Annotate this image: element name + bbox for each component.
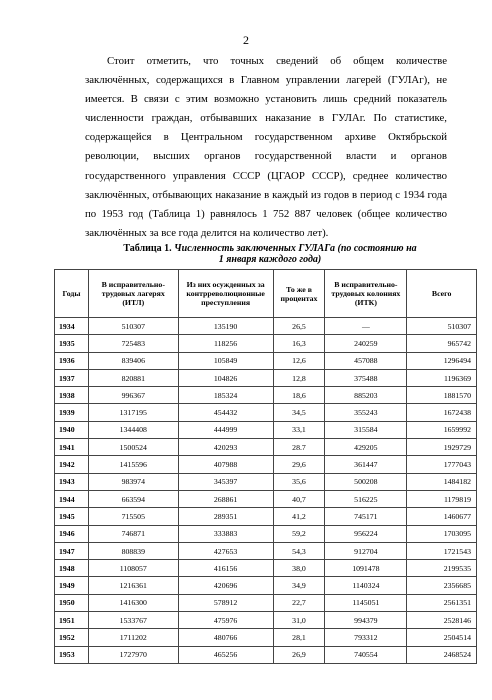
cell-counterrevolutionary: 118256 bbox=[178, 335, 273, 352]
header-itl: В исправительно-трудовых лагерях (ИТЛ) bbox=[88, 270, 178, 318]
cell-counterrevolutionary: 416156 bbox=[178, 560, 273, 577]
cell-itk: 457088 bbox=[325, 352, 407, 369]
cell-itk: 1140324 bbox=[325, 577, 407, 594]
cell-itl: 839406 bbox=[88, 352, 178, 369]
cell-itl: 1415596 bbox=[88, 456, 178, 473]
table-row bbox=[55, 387, 477, 404]
cell-year: 1939 bbox=[55, 404, 89, 421]
cell-counterrevolutionary: 289351 bbox=[178, 508, 273, 525]
cell-year: 1945 bbox=[55, 508, 89, 525]
cell-percent: 12,6 bbox=[273, 352, 325, 369]
cell-percent: 18,6 bbox=[273, 387, 325, 404]
body-paragraph: Стоит отметить, что точных сведений об общем количестве заключённых, содержащихся в Главном управлении лагерей (ГУЛАг), не имеется. В связи с этим возможно установить лишь средний показатель численности граждан, отбывавших наказание в ГУЛАг. По статистике, содержащейся в Центральном государственном архиве Октябрьской революции, высших органов государственной власти и органов государственного управления СССР (ЦГАОР СССР), среднее количество заключённых, отбывающих наказание в каждый из годов в период с 1934 года по 1953 год (Таблица 1) равнялось 1 752 887 человек (общее количество заключённых за все года делится на количество лет). bbox=[85, 55, 447, 239]
table-row bbox=[55, 612, 477, 629]
page-number: 2 bbox=[243, 33, 249, 47]
table-row bbox=[55, 421, 477, 438]
table-row bbox=[55, 352, 477, 369]
cell-year: 1941 bbox=[55, 439, 89, 456]
cell-itl: 1711202 bbox=[88, 629, 178, 646]
cell-percent: 28,1 bbox=[273, 629, 325, 646]
cell-itk: 240259 bbox=[325, 335, 407, 352]
cell-total: 1296494 bbox=[407, 352, 477, 369]
cell-year: 1937 bbox=[55, 369, 89, 386]
gulag-table bbox=[54, 269, 477, 664]
cell-percent: 54,3 bbox=[273, 542, 325, 559]
cell-year: 1938 bbox=[55, 387, 89, 404]
cell-percent: 38,0 bbox=[273, 560, 325, 577]
cell-year: 1951 bbox=[55, 612, 89, 629]
cell-itl: 820881 bbox=[88, 369, 178, 386]
table-row bbox=[55, 369, 477, 386]
cell-counterrevolutionary: 135190 bbox=[178, 318, 273, 335]
cell-total: 1659992 bbox=[407, 421, 477, 438]
cell-itl: 725483 bbox=[88, 335, 178, 352]
cell-counterrevolutionary: 427653 bbox=[178, 542, 273, 559]
cell-itl: 1500524 bbox=[88, 439, 178, 456]
table-row bbox=[55, 335, 477, 352]
header-itk: В исправительно-трудовых колониях (ИТК) bbox=[325, 270, 407, 318]
cell-itl: 1727970 bbox=[88, 646, 178, 663]
cell-itk: 912704 bbox=[325, 542, 407, 559]
cell-itk: 355243 bbox=[325, 404, 407, 421]
table-row bbox=[55, 594, 477, 611]
cell-percent: 41,2 bbox=[273, 508, 325, 525]
header-years: Годы bbox=[55, 270, 89, 318]
cell-total: 965742 bbox=[407, 335, 477, 352]
cell-year: 1942 bbox=[55, 456, 89, 473]
cell-itl: 510307 bbox=[88, 318, 178, 335]
cell-itk: 1091478 bbox=[325, 560, 407, 577]
cell-year: 1952 bbox=[55, 629, 89, 646]
cell-counterrevolutionary: 420696 bbox=[178, 577, 273, 594]
cell-total: 1672438 bbox=[407, 404, 477, 421]
cell-total: 510307 bbox=[407, 318, 477, 335]
table-row bbox=[55, 404, 477, 421]
cell-itk: 994379 bbox=[325, 612, 407, 629]
cell-itl: 663594 bbox=[88, 490, 178, 507]
table-row bbox=[55, 646, 477, 663]
cell-itk: 375488 bbox=[325, 369, 407, 386]
table-row bbox=[55, 490, 477, 507]
cell-percent: 31,0 bbox=[273, 612, 325, 629]
cell-total: 2528146 bbox=[407, 612, 477, 629]
cell-year: 1949 bbox=[55, 577, 89, 594]
table-header-row bbox=[55, 270, 477, 318]
cell-total: 2504514 bbox=[407, 629, 477, 646]
cell-year: 1943 bbox=[55, 473, 89, 490]
table-row bbox=[55, 318, 477, 335]
cell-percent: 34,9 bbox=[273, 577, 325, 594]
cell-counterrevolutionary: 475976 bbox=[178, 612, 273, 629]
cell-counterrevolutionary: 454432 bbox=[178, 404, 273, 421]
table-row bbox=[55, 439, 477, 456]
table-row bbox=[55, 542, 477, 559]
cell-counterrevolutionary: 333883 bbox=[178, 525, 273, 542]
cell-counterrevolutionary: 345397 bbox=[178, 473, 273, 490]
cell-counterrevolutionary: 185324 bbox=[178, 387, 273, 404]
cell-itl: 808839 bbox=[88, 542, 178, 559]
cell-total: 1484182 bbox=[407, 473, 477, 490]
cell-itl: 1317195 bbox=[88, 404, 178, 421]
cell-year: 1936 bbox=[55, 352, 89, 369]
cell-year: 1934 bbox=[55, 318, 89, 335]
cell-percent: 26,9 bbox=[273, 646, 325, 663]
cell-itk: 361447 bbox=[325, 456, 407, 473]
cell-itl: 1216361 bbox=[88, 577, 178, 594]
cell-percent: 34,5 bbox=[273, 404, 325, 421]
cell-counterrevolutionary: 578912 bbox=[178, 594, 273, 611]
header-percent: То же в процентах bbox=[273, 270, 325, 318]
cell-itk: 429205 bbox=[325, 439, 407, 456]
cell-total: 1196369 bbox=[407, 369, 477, 386]
cell-percent: 35,6 bbox=[273, 473, 325, 490]
cell-total: 1881570 bbox=[407, 387, 477, 404]
cell-itk: 740554 bbox=[325, 646, 407, 663]
cell-year: 1940 bbox=[55, 421, 89, 438]
cell-itk: — bbox=[325, 318, 407, 335]
cell-total: 1721543 bbox=[407, 542, 477, 559]
cell-percent: 59,2 bbox=[273, 525, 325, 542]
cell-counterrevolutionary: 104826 bbox=[178, 369, 273, 386]
table-row bbox=[55, 629, 477, 646]
table-caption-label: Таблица 1. bbox=[123, 243, 172, 254]
cell-percent: 33,1 bbox=[273, 421, 325, 438]
cell-itk: 1145051 bbox=[325, 594, 407, 611]
cell-total: 2356685 bbox=[407, 577, 477, 594]
cell-percent: 40,7 bbox=[273, 490, 325, 507]
cell-total: 1929729 bbox=[407, 439, 477, 456]
table-row bbox=[55, 456, 477, 473]
table-row bbox=[55, 508, 477, 525]
table-row bbox=[55, 525, 477, 542]
cell-counterrevolutionary: 268861 bbox=[178, 490, 273, 507]
cell-counterrevolutionary: 407988 bbox=[178, 456, 273, 473]
cell-total: 2561351 bbox=[407, 594, 477, 611]
cell-year: 1953 bbox=[55, 646, 89, 663]
cell-itk: 500208 bbox=[325, 473, 407, 490]
cell-itk: 793312 bbox=[325, 629, 407, 646]
cell-itk: 745171 bbox=[325, 508, 407, 525]
cell-year: 1946 bbox=[55, 525, 89, 542]
cell-total: 1777043 bbox=[407, 456, 477, 473]
cell-year: 1947 bbox=[55, 542, 89, 559]
cell-counterrevolutionary: 480766 bbox=[178, 629, 273, 646]
table-row bbox=[55, 560, 477, 577]
cell-itl: 1533767 bbox=[88, 612, 178, 629]
cell-percent: 22,7 bbox=[273, 594, 325, 611]
cell-year: 1944 bbox=[55, 490, 89, 507]
cell-counterrevolutionary: 444999 bbox=[178, 421, 273, 438]
table-row bbox=[55, 473, 477, 490]
cell-total: 1460677 bbox=[407, 508, 477, 525]
cell-itk: 885203 bbox=[325, 387, 407, 404]
cell-itk: 315584 bbox=[325, 421, 407, 438]
cell-itk: 956224 bbox=[325, 525, 407, 542]
cell-year: 1935 bbox=[55, 335, 89, 352]
cell-itl: 746871 bbox=[88, 525, 178, 542]
cell-year: 1948 bbox=[55, 560, 89, 577]
cell-itl: 983974 bbox=[88, 473, 178, 490]
cell-counterrevolutionary: 465256 bbox=[178, 646, 273, 663]
header-counterrevolutionary: Из них осужденных за контрреволюционные преступления bbox=[178, 270, 273, 318]
table-caption bbox=[120, 243, 420, 265]
cell-counterrevolutionary: 420293 bbox=[178, 439, 273, 456]
cell-itl: 996367 bbox=[88, 387, 178, 404]
cell-counterrevolutionary: 105849 bbox=[178, 352, 273, 369]
cell-percent: 16,3 bbox=[273, 335, 325, 352]
cell-itl: 1416300 bbox=[88, 594, 178, 611]
cell-total: 1179819 bbox=[407, 490, 477, 507]
cell-total: 1703095 bbox=[407, 525, 477, 542]
header-total: Всего bbox=[407, 270, 477, 318]
cell-itl: 1344408 bbox=[88, 421, 178, 438]
cell-percent: 29,6 bbox=[273, 456, 325, 473]
cell-itk: 516225 bbox=[325, 490, 407, 507]
table-row bbox=[55, 577, 477, 594]
cell-total: 2468524 bbox=[407, 646, 477, 663]
cell-itl: 715505 bbox=[88, 508, 178, 525]
cell-year: 1950 bbox=[55, 594, 89, 611]
cell-itl: 1108057 bbox=[88, 560, 178, 577]
cell-percent: 26,5 bbox=[273, 318, 325, 335]
table-caption-title: Численность заключенных ГУЛАГа (по состоянию на 1 января каждого года) bbox=[174, 243, 417, 265]
cell-percent: 28.7 bbox=[273, 439, 325, 456]
table-body bbox=[55, 318, 477, 664]
cell-percent: 12,8 bbox=[273, 369, 325, 386]
cell-total: 2199535 bbox=[407, 560, 477, 577]
